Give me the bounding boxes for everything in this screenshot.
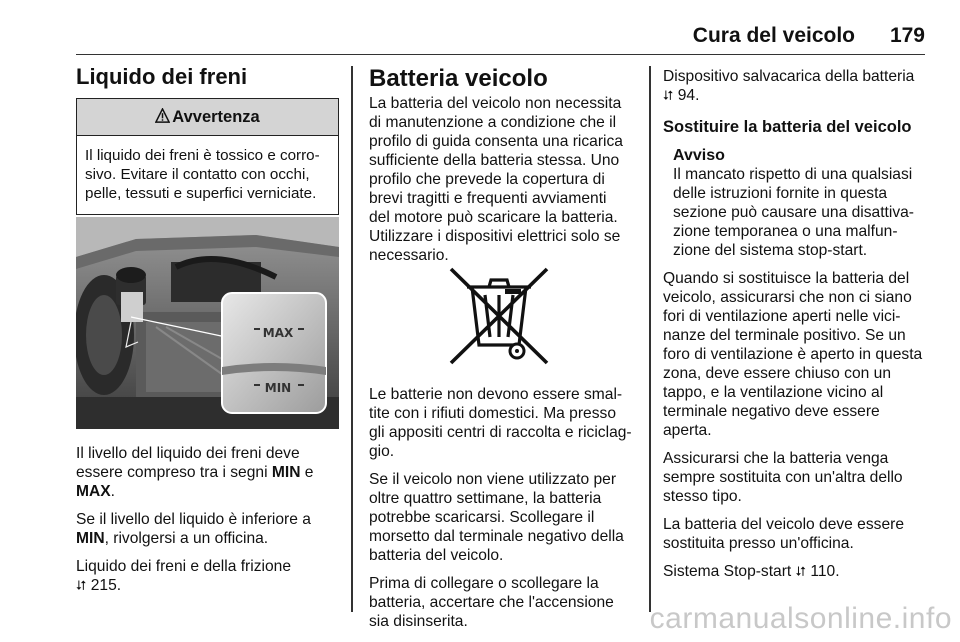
max-label: MAX (76, 483, 111, 500)
page-reference-link[interactable]: 215. (90, 577, 122, 594)
text-line: sufficiente della batteria stessa. Uno (369, 152, 620, 169)
column-divider-2 (649, 66, 651, 612)
text-line: Liquido dei freni e della frizione (76, 558, 291, 575)
column-2 (369, 66, 641, 274)
text-line: potrebbe scaricarsi. Scollegare il (369, 509, 595, 526)
ventilation-paragraph (663, 269, 928, 440)
text-line: Quando si sostituisce la batteria del (663, 270, 910, 287)
column-2-lower (369, 385, 641, 640)
stop-start-reference (663, 562, 928, 581)
battery-paragraph-3 (369, 470, 641, 565)
page-header (76, 20, 925, 55)
text-line: delle istruzioni fornite in questa (673, 185, 888, 202)
text-line: necessario. (369, 247, 449, 264)
workshop-paragraph (663, 515, 928, 553)
watermark: carmanualsonline.info (649, 602, 952, 635)
notice-title: Avviso (673, 147, 725, 164)
text-line: fori di ventilazione aperti nelle vici- (663, 308, 901, 325)
text-line: gli appositi centri di raccolta e riciclag- (369, 424, 632, 441)
text-line: di manutenzione a condizione che il (369, 114, 617, 131)
warning-triangle-icon (155, 108, 170, 123)
low-level-paragraph (76, 510, 341, 548)
text-line: sostituita presso un'officina. (663, 535, 854, 552)
text-line: Se il livello del liquido è inferiore a (76, 511, 311, 528)
warning-box (76, 98, 339, 215)
page-reference-link[interactable]: 94. (677, 87, 700, 104)
level-paragraph (76, 444, 341, 501)
text-line: zione temporanea o una malfun- (673, 223, 898, 240)
text-line: tite con i rifiuti domestici. Ma presso (369, 405, 616, 422)
text-line: sempre sostituita con un'altra dello (663, 469, 903, 486)
section-heading-battery: Batteria veicolo (369, 65, 548, 92)
warning-text (77, 136, 338, 214)
same-type-paragraph (663, 449, 928, 506)
text-line: gio. (369, 443, 395, 460)
warning-line: Il liquido dei freni è tossico e corro- (85, 147, 320, 164)
engine-bay-image (76, 217, 339, 429)
warning-line: sivo. Evitare il contatto con occhi, (85, 166, 310, 183)
text-line: batteria, accertare che l'accensione (369, 594, 614, 611)
column-1-text (76, 444, 341, 604)
column-3 (663, 67, 928, 590)
text-line: Il mancato rispetto di una qualsiasi (673, 166, 913, 183)
text-line: foro di ventilazione è aperto in questa (663, 346, 923, 363)
text-line: nanze del terminale positivo. Se un (663, 327, 906, 344)
column-1 (76, 64, 341, 90)
warning-title: Avvertenza (172, 108, 260, 126)
text-line: brevi tragitti e frequenti avviamenti (369, 190, 607, 207)
page-reference-link[interactable]: 110. (810, 563, 840, 580)
text-line: batteria del veicolo. (369, 547, 504, 564)
text-line: Sistema Stop-start (663, 563, 792, 580)
text-line: La batteria del veicolo non necessita (369, 95, 622, 112)
page-reference-arrow-icon: ⮃ (663, 88, 674, 103)
section-heading-brake-fluid: Liquido dei freni (76, 64, 248, 89)
text-line: , rivolgersi a un officina. (104, 530, 269, 547)
page-reference-arrow-icon: ⮃ (76, 578, 87, 593)
text-line: Utilizzare i dispositivi elettrici solo se (369, 228, 621, 245)
warning-line: pelle, tessuti e superfici verniciate. (85, 185, 317, 202)
text-line: profilo che prevede la copertura di (369, 171, 605, 188)
text-line: oltre quattro settimane, la batteria (369, 490, 602, 507)
max-mark-label: MAX (262, 326, 294, 340)
text-line: La batteria del veicolo deve essere (663, 516, 904, 533)
text-line: zione del sistema stop-start. (673, 242, 868, 259)
text-line: aperta. (663, 422, 712, 439)
text-line: essere compreso tra i segni (76, 464, 272, 481)
text-line: del motore può scaricare la batteria. (369, 209, 618, 226)
text-line: Assicurarsi che la batteria venga (663, 450, 889, 467)
crossed-bin-icon (445, 263, 553, 369)
text-line: Prima di collegare o scollegare la (369, 575, 599, 592)
charger-reference-paragraph (663, 67, 928, 105)
column-divider-1 (351, 66, 353, 612)
text-line: zona, deve essere chiuso con un (663, 365, 891, 382)
page-reference-arrow-icon: ⮃ (795, 564, 807, 579)
text-line: Il livello del liquido dei freni deve (76, 445, 300, 462)
text-line: Se il veicolo non viene utilizzato per (369, 471, 617, 488)
min-label: MIN (76, 530, 105, 547)
text-line: e (300, 464, 314, 481)
min-mark-label: MIN (264, 381, 292, 395)
subheading-replace-battery: Sostituire la batteria del veicolo (663, 118, 912, 136)
reference-paragraph (76, 557, 341, 595)
min-label: MIN (271, 464, 301, 481)
text-line: Dispositivo salvacarica della batteria (663, 68, 915, 85)
text-line: sezione può causare una disattiva- (673, 204, 914, 221)
notice-block (673, 146, 928, 260)
header-title: Cura del veicolo (692, 24, 855, 47)
battery-paragraph-2 (369, 385, 641, 461)
text-line: terminale negativo deve essere (663, 403, 880, 420)
text-line: . (110, 483, 115, 500)
text-line: morsetto dal terminale negativo della (369, 528, 624, 545)
text-line: profilo di guida consenta una ricarica (369, 133, 623, 150)
brake-fluid-reservoir-photo (76, 217, 339, 429)
text-line: Le batterie non devono essere smal- (369, 386, 623, 403)
warning-header (77, 99, 338, 136)
text-line: sia disinserita. (369, 613, 468, 630)
page-number: 179 (889, 24, 925, 47)
text-line: tappo, e la ventilazione vicino al (663, 384, 884, 401)
text-line: stesso tipo. (663, 488, 742, 505)
battery-paragraph-4 (369, 574, 641, 631)
text-line: veicolo, assicurarsi che non ci siano (663, 289, 912, 306)
battery-paragraph-1 (369, 94, 641, 265)
